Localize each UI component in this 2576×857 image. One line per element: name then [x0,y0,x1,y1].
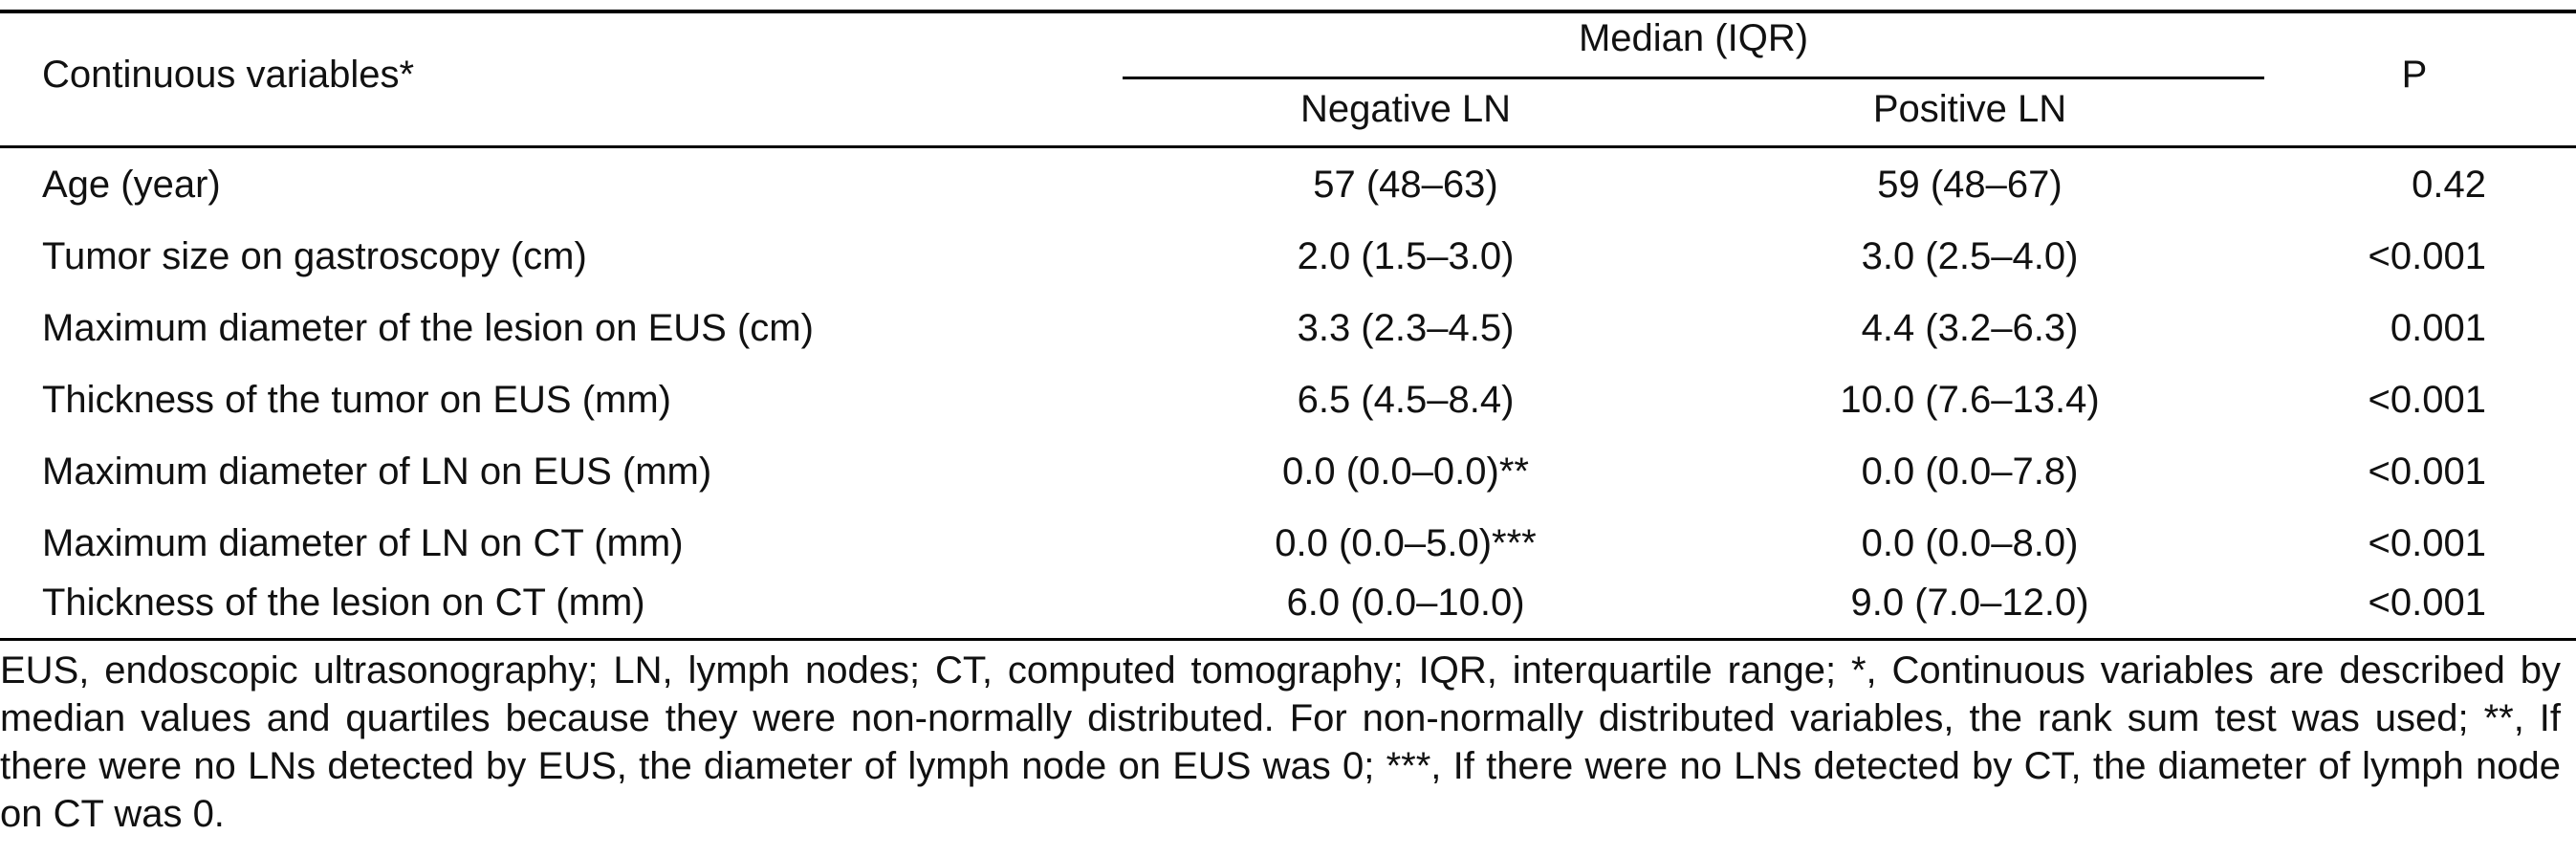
row-p-value: <0.001 [2368,522,2486,564]
table-row [0,363,2576,435]
header-median-iqr: Median (IQR) [1578,17,1809,59]
row-positive-value: 9.0 (7.0–12.0) [1850,582,2089,624]
header-negative-ln: Negative LN [1299,88,1512,130]
row-positive-value: 0.0 (0.0–7.8) [1861,450,2079,493]
row-variable: Age (year) [42,164,221,206]
row-variable: Maximum diameter of the lesion on EUS (cm) [42,307,814,349]
row-variable: Maximum diameter of LN on EUS (mm) [42,450,712,493]
row-negative-value: 6.5 (4.5–8.4) [1297,379,1515,421]
row-positive-value: 4.4 (3.2–6.3) [1861,307,2079,349]
row-positive-value: 59 (48–67) [1877,164,2063,206]
header-continuous-variables: Continuous variables* [42,54,415,96]
row-negative-value: 2.0 (1.5–3.0) [1297,235,1515,277]
row-negative-value: 3.3 (2.3–4.5) [1297,307,1515,349]
row-variable: Tumor size on gastroscopy (cm) [42,235,587,277]
header-group-rule [1123,77,2264,79]
table-footnote: EUS, endoscopic ultrasonography; LN, lymph nodes; CT, computed tomography; IQR, interquartile range; *, Continuous variables are described by median values and quartiles because they were non-normally distributed. For non-normally distributed variables, the rank sum test was used; **, If there were no LNs detected by EUS, the diameter of lymph node on EUS was 0; ***, If there were no LNs detected by CT, the diameter of lymph node on CT was 0. [0,649,2561,835]
row-variable: Thickness of the lesion on CT (mm) [42,582,645,624]
header-positive-ln: Positive LN [1872,88,2067,130]
row-variable: Thickness of the tumor on EUS (mm) [42,379,671,421]
row-variable: Maximum diameter of LN on CT (mm) [42,522,684,564]
table-row [0,435,2576,507]
table-row [0,292,2576,363]
row-positive-value: 0.0 (0.0–8.0) [1861,522,2079,564]
row-p-value: 0.001 [2390,307,2486,349]
table-row [0,220,2576,292]
row-p-value: <0.001 [2368,582,2486,624]
row-negative-value: 0.0 (0.0–0.0)** [1282,450,1529,493]
row-positive-value: 10.0 (7.6–13.4) [1840,379,2100,421]
row-negative-value: 0.0 (0.0–5.0)*** [1275,522,1537,564]
table-row [0,148,2576,220]
table-top-rule [0,10,2576,13]
row-p-value: 0.42 [2412,164,2486,206]
row-positive-value: 3.0 (2.5–4.0) [1861,235,2079,277]
row-negative-value: 57 (48–63) [1313,164,1498,206]
row-p-value: <0.001 [2368,235,2486,277]
row-p-value: <0.001 [2368,450,2486,493]
row-p-value: <0.001 [2368,379,2486,421]
table-row [0,566,2576,638]
row-negative-value: 6.0 (0.0–10.0) [1286,582,1525,624]
header-p-value: P [2401,54,2428,96]
table-bottom-rule [0,638,2576,641]
